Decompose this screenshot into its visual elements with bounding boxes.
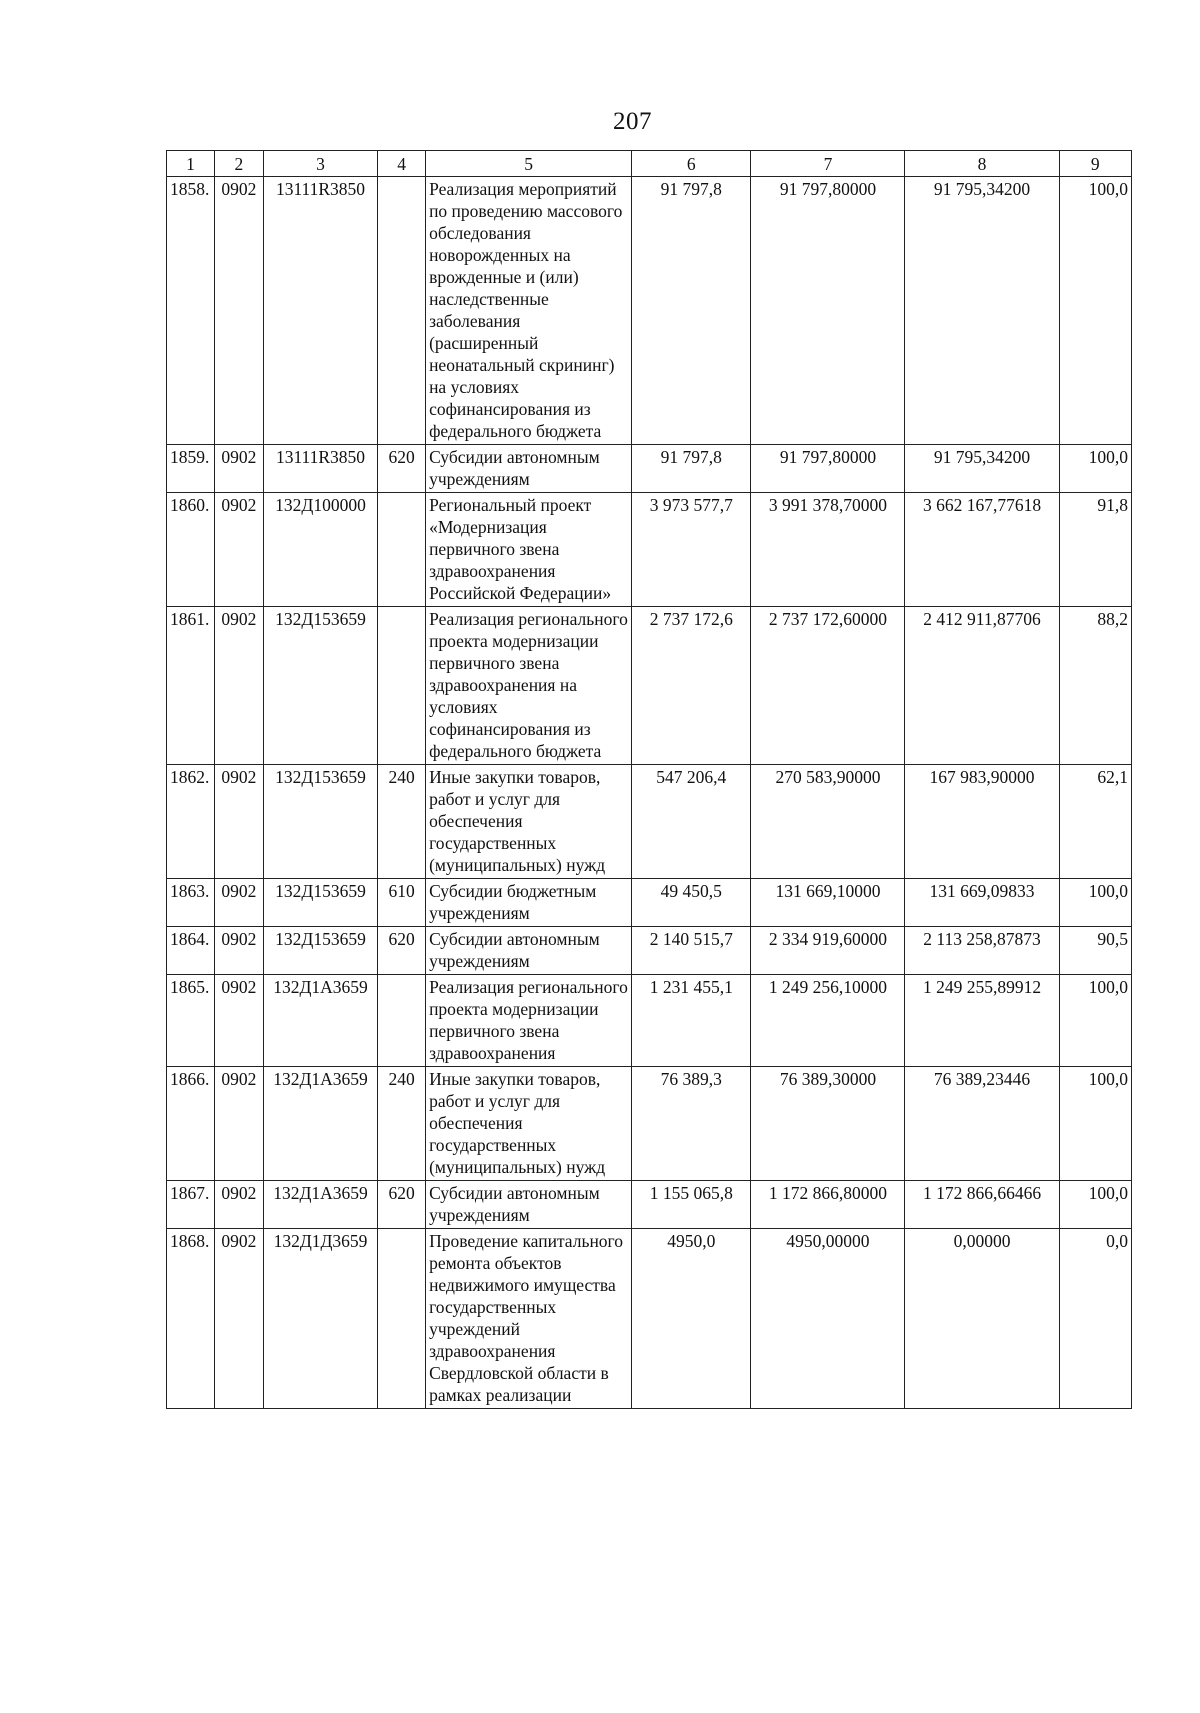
table-body	[167, 177, 1132, 1409]
section-code: 0902	[214, 1181, 263, 1229]
approved-amount: 1 155 065,8	[632, 1181, 751, 1229]
executed-amount: 1 172 866,66466	[905, 1181, 1059, 1229]
column-number: 9	[1059, 151, 1131, 177]
target-article-code: 132Д1А3659	[263, 1181, 377, 1229]
budget-execution-table	[166, 150, 1132, 1409]
approved-amount: 76 389,3	[632, 1067, 751, 1181]
item-name: Субсидии автономным учреждениям	[426, 1181, 632, 1229]
section-code: 0902	[214, 975, 263, 1067]
row-number: 1863.	[167, 879, 215, 927]
row-number: 1861.	[167, 607, 215, 765]
executed-amount: 76 389,23446	[905, 1067, 1059, 1181]
row-number: 1859.	[167, 445, 215, 493]
target-article-code: 132Д1А3659	[263, 975, 377, 1067]
table-row	[167, 975, 1132, 1067]
row-number: 1865.	[167, 975, 215, 1067]
expense-kind-code	[378, 975, 426, 1067]
table-row	[167, 927, 1132, 975]
approved-amount: 2 737 172,6	[632, 607, 751, 765]
table-row	[167, 1229, 1132, 1409]
executed-amount: 2 412 911,87706	[905, 607, 1059, 765]
expense-kind-code: 620	[378, 927, 426, 975]
approved-amount: 1 231 455,1	[632, 975, 751, 1067]
section-code: 0902	[214, 493, 263, 607]
execution-percent: 88,2	[1059, 607, 1131, 765]
row-number: 1868.	[167, 1229, 215, 1409]
target-article-code: 132Д1А3659	[263, 1067, 377, 1181]
section-code: 0902	[214, 607, 263, 765]
approved-amount: 3 973 577,7	[632, 493, 751, 607]
item-name: Субсидии бюджетным учреждениям	[426, 879, 632, 927]
refined-amount: 270 583,90000	[751, 765, 905, 879]
target-article-code: 132Д153659	[263, 879, 377, 927]
approved-amount: 4950,0	[632, 1229, 751, 1409]
item-name: Субсидии автономным учреждениям	[426, 445, 632, 493]
table-row	[167, 493, 1132, 607]
item-name: Иные закупки товаров, работ и услуг для обеспечения государственных (муниципальных) нужд	[426, 765, 632, 879]
section-code: 0902	[214, 927, 263, 975]
column-number-row	[167, 151, 1132, 177]
section-code: 0902	[214, 445, 263, 493]
approved-amount: 91 797,8	[632, 445, 751, 493]
column-number: 6	[632, 151, 751, 177]
refined-amount: 91 797,80000	[751, 445, 905, 493]
expense-kind-code: 610	[378, 879, 426, 927]
approved-amount: 547 206,4	[632, 765, 751, 879]
refined-amount: 1 249 256,10000	[751, 975, 905, 1067]
row-number: 1864.	[167, 927, 215, 975]
row-number: 1862.	[167, 765, 215, 879]
item-name: Реализация мероприятий по проведению массового обследования новорожденных на врожденные и (или) наследственные заболевания (расширенный неонатальный скрининг) на условиях софинансирования из федерального бюджета	[426, 177, 632, 445]
target-article-code: 132Д100000	[263, 493, 377, 607]
executed-amount: 131 669,09833	[905, 879, 1059, 927]
page-number: 207	[613, 108, 652, 135]
expense-kind-code	[378, 177, 426, 445]
section-code: 0902	[214, 879, 263, 927]
target-article-code: 13111R3850	[263, 445, 377, 493]
row-number: 1867.	[167, 1181, 215, 1229]
execution-percent: 100,0	[1059, 445, 1131, 493]
execution-percent: 100,0	[1059, 1181, 1131, 1229]
section-code: 0902	[214, 1067, 263, 1181]
execution-percent: 100,0	[1059, 1067, 1131, 1181]
execution-percent: 91,8	[1059, 493, 1131, 607]
approved-amount: 91 797,8	[632, 177, 751, 445]
executed-amount: 1 249 255,89912	[905, 975, 1059, 1067]
refined-amount: 2 334 919,60000	[751, 927, 905, 975]
row-number: 1866.	[167, 1067, 215, 1181]
execution-percent: 90,5	[1059, 927, 1131, 975]
refined-amount: 76 389,30000	[751, 1067, 905, 1181]
table-row	[167, 765, 1132, 879]
approved-amount: 49 450,5	[632, 879, 751, 927]
table-row	[167, 1067, 1132, 1181]
refined-amount: 3 991 378,70000	[751, 493, 905, 607]
expense-kind-code: 240	[378, 1067, 426, 1181]
executed-amount: 0,00000	[905, 1229, 1059, 1409]
target-article-code: 132Д153659	[263, 607, 377, 765]
execution-percent: 100,0	[1059, 975, 1131, 1067]
expense-kind-code: 620	[378, 1181, 426, 1229]
executed-amount: 91 795,34200	[905, 177, 1059, 445]
table-row	[167, 879, 1132, 927]
item-name: Проведение капитального ремонта объектов недвижимого имущества государственных учреждений здравоохранения Свердловской области в рамках реализации	[426, 1229, 632, 1409]
executed-amount: 3 662 167,77618	[905, 493, 1059, 607]
target-article-code: 13111R3850	[263, 177, 377, 445]
column-number: 8	[905, 151, 1059, 177]
section-code: 0902	[214, 1229, 263, 1409]
execution-percent: 100,0	[1059, 879, 1131, 927]
table-row	[167, 607, 1132, 765]
target-article-code: 132Д153659	[263, 765, 377, 879]
executed-amount: 167 983,90000	[905, 765, 1059, 879]
section-code: 0902	[214, 177, 263, 445]
row-number: 1860.	[167, 493, 215, 607]
refined-amount: 4950,00000	[751, 1229, 905, 1409]
item-name: Иные закупки товаров, работ и услуг для обеспечения государственных (муниципальных) нужд	[426, 1067, 632, 1181]
refined-amount: 1 172 866,80000	[751, 1181, 905, 1229]
section-code: 0902	[214, 765, 263, 879]
item-name: Региональный проект «Модернизация первичного звена здравоохранения Российской Федерации»	[426, 493, 632, 607]
execution-percent: 62,1	[1059, 765, 1131, 879]
column-number: 7	[751, 151, 905, 177]
target-article-code: 132Д1Д3659	[263, 1229, 377, 1409]
expense-kind-code	[378, 1229, 426, 1409]
item-name: Реализация регионального проекта модернизации первичного звена здравоохранения	[426, 975, 632, 1067]
executed-amount: 91 795,34200	[905, 445, 1059, 493]
item-name: Субсидии автономным учреждениям	[426, 927, 632, 975]
refined-amount: 131 669,10000	[751, 879, 905, 927]
execution-percent: 0,0	[1059, 1229, 1131, 1409]
approved-amount: 2 140 515,7	[632, 927, 751, 975]
executed-amount: 2 113 258,87873	[905, 927, 1059, 975]
target-article-code: 132Д153659	[263, 927, 377, 975]
table-row	[167, 1181, 1132, 1229]
refined-amount: 91 797,80000	[751, 177, 905, 445]
row-number: 1858.	[167, 177, 215, 445]
expense-kind-code: 620	[378, 445, 426, 493]
table-row	[167, 445, 1132, 493]
column-number: 4	[378, 151, 426, 177]
column-number: 3	[263, 151, 377, 177]
expense-kind-code: 240	[378, 765, 426, 879]
item-name: Реализация регионального проекта модернизации первичного звена здравоохранения на условиях софинансирования из федерального бюджета	[426, 607, 632, 765]
expense-kind-code	[378, 607, 426, 765]
column-number: 2	[214, 151, 263, 177]
refined-amount: 2 737 172,60000	[751, 607, 905, 765]
table-row	[167, 177, 1132, 445]
column-number: 1	[167, 151, 215, 177]
expense-kind-code	[378, 493, 426, 607]
execution-percent: 100,0	[1059, 177, 1131, 445]
column-number: 5	[426, 151, 632, 177]
